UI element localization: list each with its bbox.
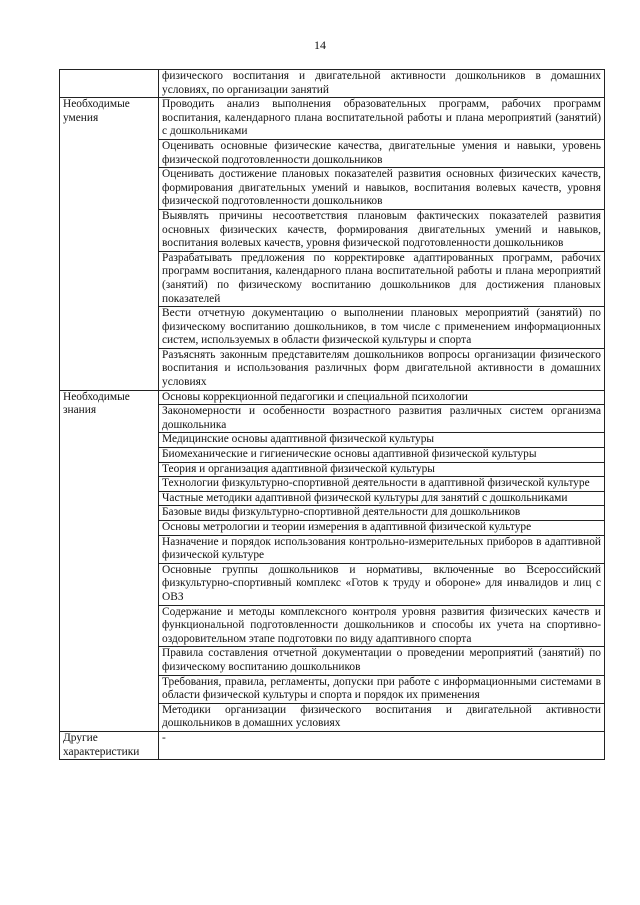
row-item: Выявлять причины несоответствия плановым фактических показателей развития основных физических качеств, формирования двигательных умений и навыков, воспитания волевых качеств, уровня физической подготовленности дошкольников bbox=[159, 209, 605, 251]
row-label bbox=[60, 70, 159, 98]
row-item: Содержание и методы комплексного контроля уровня развития физических качеств и функциональной подготовленности дошкольников и способы их учета на спортивно-оздоровительном этапе подготовки по виду адаптивного спорта bbox=[159, 605, 605, 647]
row-item: Теория и организация адаптивной физической культуры bbox=[159, 462, 605, 477]
row-item: Оценивать основные физические качества, двигательные умения и навыки, уровень физической подготовленности дошкольников bbox=[159, 139, 605, 167]
row-item: Биомеханические и гигиенические основы адаптивной физической культуры bbox=[159, 448, 605, 463]
row-label: Необходимые знания bbox=[60, 390, 159, 731]
row-label: Другие характеристики bbox=[60, 731, 159, 759]
row-item: физического воспитания и двигательной активности дошкольников в домашних условиях, по организации занятий bbox=[159, 70, 605, 98]
table-row bbox=[60, 70, 605, 98]
row-item: - bbox=[159, 731, 605, 759]
table-row bbox=[60, 98, 605, 140]
row-item: Основы коррекционной педагогики и специальной психологии bbox=[159, 390, 605, 405]
row-label: Необходимые умения bbox=[60, 98, 159, 390]
row-item: Разъяснять законным представителям дошкольников вопросы организации физического воспитания и использования различных форм двигательной активности в домашних условиях bbox=[159, 348, 605, 390]
row-item: Базовые виды физкультурно-спортивной деятельности для дошкольников bbox=[159, 506, 605, 521]
table-row bbox=[60, 731, 605, 759]
row-item: Требования, правила, регламенты, допуски при работе с информационными системами в области физической культуры и спорта и порядок их применения bbox=[159, 675, 605, 703]
row-item: Назначение и порядок использования контрольно-измерительных приборов в адаптивной физической культуре bbox=[159, 535, 605, 563]
row-item: Методики организации физического воспитания и двигательной активности дошкольников в домашних условиях bbox=[159, 703, 605, 731]
row-item: Закономерности и особенности возрастного развития различных систем организма дошкольника bbox=[159, 405, 605, 433]
row-item: Вести отчетную документацию о выполнении плановых мероприятий (занятий) по физическому воспитанию дошкольников, в том числе с применением информационных систем, используемых в области физической культуры и спорта bbox=[159, 307, 605, 349]
row-item: Оценивать достижение плановых показателей развития основных физических качеств, формирования двигательных умений и навыков, воспитания волевых качеств, уровня физической подготовленности дошкольников bbox=[159, 168, 605, 210]
row-item: Основные группы дошкольников и нормативы, включенные во Всероссийский физкультурно-спортивный комплекс «Готов к труду и обороне» для инвалидов и лиц с ОВЗ bbox=[159, 563, 605, 605]
row-item: Основы метрологии и теории измерения в адаптивной физической культуре bbox=[159, 521, 605, 536]
table-row bbox=[60, 390, 605, 405]
row-item: Правила составления отчетной документации о проведении мероприятий (занятий) по физическому воспитанию дошкольников bbox=[159, 647, 605, 675]
row-item: Технологии физкультурно-спортивной деятельности в адаптивной физической культуре bbox=[159, 477, 605, 492]
requirements-table bbox=[59, 69, 605, 760]
row-item: Частные методики адаптивной физической культуры для занятий с дошкольниками bbox=[159, 491, 605, 506]
row-item: Разрабатывать предложения по корректировке адаптированных программ, рабочих программ воспитания, календарного плана воспитательной работы и плана мероприятий (занятий) по физическому воспитанию дошкольников для достижения плановых показателей bbox=[159, 251, 605, 306]
row-item: Медицинские основы адаптивной физической культуры bbox=[159, 433, 605, 448]
row-item: Проводить анализ выполнения образовательных программ, рабочих программ воспитания, календарного плана воспитательной работы и плана мероприятий (занятий) с дошкольниками bbox=[159, 98, 605, 140]
page-number: 14 bbox=[314, 38, 326, 52]
